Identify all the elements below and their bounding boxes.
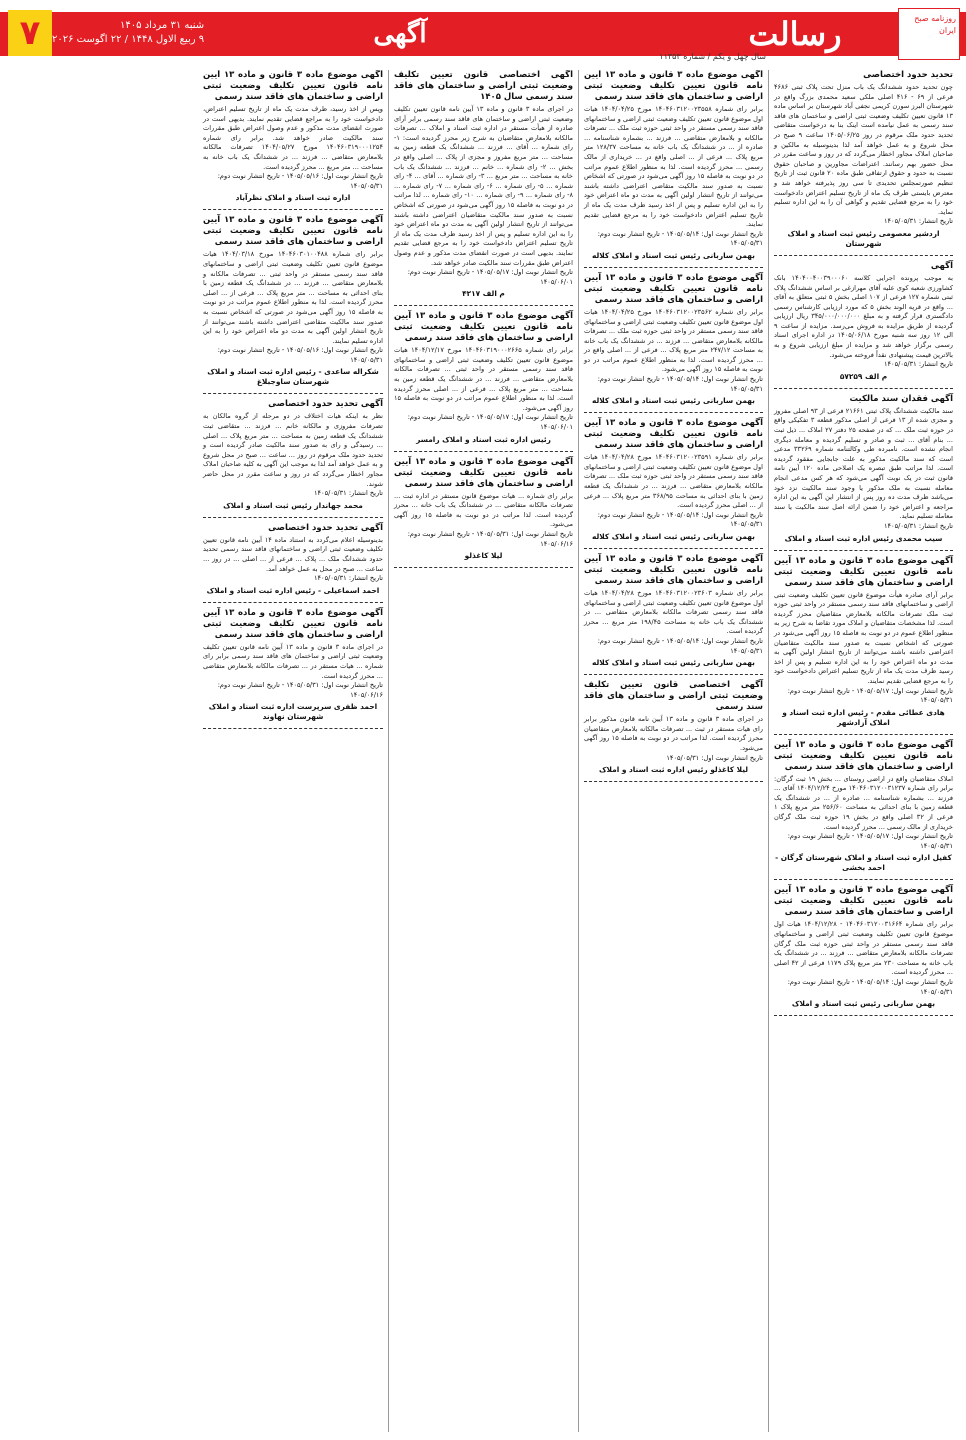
ad-date: تاریخ انتشار نوبت اول: ۱۴۰۵/۰۵/۱۴ - تاریخ انتشار نوبت دوم: ۱۴۰۵/۰۵/۳۱ <box>597 510 763 529</box>
classified-ad <box>774 556 953 728</box>
classified-ad <box>394 457 573 562</box>
ad-date: تاریخ انتشار نوبت اول: ۱۴۰۵/۰۵/۱۷ - تاریخ انتشار نوبت دوم: ۱۴۰۵/۰۶/۰۱ <box>407 268 573 286</box>
ad-date: تاریخ انتشار نوبت اول: ۱۴۰۵/۰۵/۱۷ - تاریخ انتشار نوبت دوم: ۱۴۰۵/۰۵/۳۱ <box>787 686 953 705</box>
ad-body: به موجب پرونده اجرایی کلاسه ۱۴۰۴۰۰۴۰۰۳۹۰۰۰۶۰ بانک کشاورزی شعبه کوی علیه آقای مهرازغی بر اساس ششدانگ پلاک ثبتی شماره ۱۲۷ فرعی از ۱۰۷ اصلی بخش ۵ ثبتی متعلق به آقای ... واقع در قریه الوند بخش ۵ که مورد ارزیابی کارشناس رسمی دادگستری قرار گرفته و به مبلغ ۳۴۵/۰۰۰/۰۰۰/۰۰۰ ریال ارزیابی گردیده از طریق مزایده به فروش می‌رسد. مزایده از ساعت ۹ الی ۱۲ روز سه شنبه مورخ ۱۴۰۵/۰۶/۱۸ در اداره اجرای اسناد رسمی برگزار خواهد شد و مزایده از مبلغ ارزیابی شروع و به بالاترین قیمت پیشنهادی نقداً فروخته می‌شود. <box>774 273 954 359</box>
ad-date: تاریخ انتشار: ۱۴۰۵/۰۵/۳۱ <box>883 521 953 530</box>
ad-divider <box>203 602 383 603</box>
ad-body: وپس از اخذ رسید، ظرف مدت یک ماه از تاریخ تسلیم اعتراض، دادخواست خود را به مراجع قضایی تقدیم نمایند. بدیهی است در صورت انقضای مدت مذکور و عدم وصول اعتراض طبق مقررات سند مالکیت صادر خواهد شد. برابر رای شماره ۱۴۰۴۶۰۳۱۹۰۰۰۱۲۵۴ مورخ ۱۴۰۴/۰۵/۲۷ تصرفات مالکانه بلامعارض متقاضی ... فرزند ... در ششدانگ یک باب خانه به مساحت ... متر مربع ... محرز گردیده است. <box>203 105 384 171</box>
ad-divider <box>394 305 573 306</box>
ad-signature: احمد ظفری سرپرست اداره ثبت اسناد و املاک شهرستان نهاوند <box>208 702 378 722</box>
ad-signature: اداره ثبت اسناد و املاک نظرآباد <box>235 193 351 203</box>
ad-title: آگهی موضوع ماده ۳ قانون و ماده ۱۳ آیین نامه قانون تعیین تکلیف وضعیت ثبتی اراضی و ساختمان های فاقد سند رسمی <box>203 70 383 102</box>
issue-info: سال چهل و یکم / شماره ۱۱۳۵۳ <box>659 52 766 61</box>
classified-ad <box>203 70 383 203</box>
classified-ad <box>394 70 573 299</box>
ad-date: تاریخ انتشار نوبت اول: ۱۴۰۵/۰۵/۳۱ <box>666 753 763 762</box>
ad-body: در اجرای ماده ۳ قانون و ماده ۱۳ آیین نامه قانون تعیین تکلیف وضعیت ثبتی اراضی و ساختمان های فاقد سند رسمی برابر آرای صادره از هیأت مستقر در اداره ثبت اسناد و املاک ... تصرفات مالکانه بلامعارض متقاضیان به شرح زیر محرز گردیده است: ۱- رای شماره ... آقای ... فرزند ... ششدانگ یک قطعه زمین به مساحت ... متر مربع مفروز و مجزی از پلاک ... اصلی واقع در بخش ... ۲- رای شماره ... خانم ... فرزند ... ششدانگ یک باب خانه به مساحت ... متر مربع ... ۳- رای شماره ... آقای ... ۴- رای شماره ... ۵- رای شماره ... ۶- رای شماره ... ۷- رای شماره ... ۸- رای شماره ... ۹- رای شماره ... ۱۰- رای شماره ... لذا مراتب در دو نوبت به فاصله ۱۵ روز آگهی می‌شود در صورتی که اشخاص نسبت به صدور سند مالکیت متقاضیان اعتراضی داشته باشند می‌توانند از تاریخ انتشار اولین آگهی به مدت دو ماه اعتراض خود را به این اداره تسلیم و پس از اخذ رسید ظرف مدت یک ماه از تاریخ تسلیم اعتراض دادخواست خود را به مرجع قضایی تقدیم نمایند. بدیهی است در صورت انقضای مدت مذکور و عدم وصول اعتراض طبق مقررات سند مالکیت صادر خواهد شد. <box>394 105 574 267</box>
ad-signature: م الف ۵۷۲۵۹ <box>839 371 888 381</box>
ad-columns <box>8 70 958 1432</box>
classified-ad <box>584 273 763 406</box>
ad-title: آگهی اختصاصی قانون تعیین تکلیف وضعیت ثبتی اراضی و ساختمان های فاقد سند رسمی <box>584 680 763 713</box>
ad-divider <box>584 781 763 782</box>
ad-divider <box>774 1015 953 1016</box>
ad-divider <box>203 728 383 729</box>
ad-divider <box>203 393 383 394</box>
classified-ad <box>203 523 383 596</box>
ad-date: تاریخ انتشار: ۱۴۰۵/۰۵/۳۱ <box>883 360 953 369</box>
classified-ad <box>774 740 953 874</box>
ad-body: برابر رای شماره ... هیات موضوع قانون مستقر در اداره ثبت ... تصرفات مالکانه متقاضی ... در ششدانگ یک باب خانه ... محرز گردیده است. لذا مراتب در دو نوبت به فاصله ۱۵ روز آگهی می‌شود. <box>394 491 573 529</box>
ad-signature: بهمن ساربانی رئیس ثبت اسناد و املاک کلاله <box>592 658 755 668</box>
classified-ad <box>394 311 573 444</box>
ad-title: آگهی موضوع ماده ۳ قانون و ماده ۱۳ آیین نامه قانون تعیین تکلیف وضعیت ثبتی اراضی و ساختمان های فاقد سند رسمی <box>203 607 383 640</box>
ad-title: آگهی موضوع ماده ۳ قانون و ماده ۱۳ آیین نامه قانون تعیین تکلیف وضعیت ثبتی اراضی و ساختمان های فاقد سند رسمی <box>584 70 763 102</box>
ad-title: آگهی تحدید حدود اختصاصی <box>268 522 383 533</box>
ad-body: برابر رای شماره ۱۴۰۴۶۰۳۰۱۰۰۴۸۸ مورخ ۱۴۰۴/۰۳/۱۸ هیات موضوع قانون تعیین تکلیف وضعیت ثبتی اراضی و ساختمانهای فاقد سند رسمی مستقر در واحد ثبتی ... تصرفات مالکانه و بلامعارض متقاضی ... فرزند ... در ششدانگ یک قطعه زمین با بنای احداثی به مساحت ... متر مربع پلاک ... فرعی از ... اصلی محرز گردیده است. لذا به منظور اطلاع عموم مراتب در دو نوبت به فاصله ۱۵ روز آگهی می‌شود در صورتی که اشخاص نسبت به صدور سند مالکیت متقاضی اعتراضی داشته باشند می‌توانند از تاریخ انتشار اولین آگهی به مدت دو ماه اعتراض خود را به این اداره تسلیم نمایند. <box>203 250 384 345</box>
ad-signature: م الف ۴۲۱۷ <box>462 289 505 299</box>
ad-title: آگهی تحدید حدود اختصاصی <box>268 399 383 410</box>
ad-date: تاریخ انتشار: ۱۴۰۵/۰۵/۳۱ <box>883 217 953 226</box>
ad-divider <box>774 734 953 735</box>
ad-date: تاریخ انتشار نوبت اول: ۱۴۰۵/۰۵/۱۴ - تاریخ انتشار نوبت دوم: ۱۴۰۵/۰۵/۳۱ <box>597 229 763 248</box>
ad-divider <box>774 388 953 389</box>
ad-title: آگهی موضوع ماده ۳ قانون و ماده ۱۳ آیین نامه قانون تعیین تکلیف وضعیت ثبتی اراضی و ساختمان های فاقد سند رسمی <box>394 456 573 489</box>
date-line-other: ۹ ربیع الاول ۱۴۴۸ / ۲۲ اگوست ۲۰۲۶ <box>52 34 205 45</box>
ad-title: آگهی فقدان سند مالکیت <box>849 393 953 404</box>
ad-body: برابر رای شماره ۱۴۰۴۶۰۳۱۲۰۰۲۳۵۹۱ مورخ ۱۴۰۴/۰۴/۲۸ هیات اول موضوع قانون تعیین تکلیف وضعیت ثبتی اراضی و ساختمانهای فاقد سند رسمی مستقر در واحد ثبتی حوزه ثبت ملک ... تصرفات مالکانه بلامعارض متقاضی ... فرزند ... در ششدانگ یک قطعه زمین با بنای احداثی به مساحت ۳۶۸/۹۵ متر مربع پلاک ... فرعی از ... اصلی محرز گردیده است. <box>584 453 764 510</box>
ad-date: تاریخ انتشار نوبت اول: ۱۴۰۵/۰۵/۱۶ - تاریخ انتشار نوبت دوم: ۱۴۰۵/۰۵/۳۱ <box>217 346 383 364</box>
ad-date: تاریخ انتشار نوبت اول: ۱۴۰۵/۰۵/۱۴ - تاریخ انتشار نوبت دوم: ۱۴۰۵/۰۵/۳۱ <box>597 636 763 655</box>
ad-body: برابر رای شماره ۱۴۰۴۶۰۳۱۲۰۰۲۳۵۶۲ مورخ ۱۴۰۴/۰۴/۲۵ هیات اول موضوع قانون تعیین تکلیف وضعیت ثبتی اراضی و ساختمانهای فاقد سند رسمی مستقر در واحد ثبتی حوزه ثبت ملک ... تصرفات مالکانه بلامعارض متقاضی ... فرزند ... در ششدانگ یک باب خانه به مساحت ۲۴۷/۱۲ متر مربع پلاک ... فرعی از ... اصلی واقع در ... محرز گردیده است. لذا به منظور اطلاع عموم مراتب در دو نوبت به فاصله ۱۵ روز آگهی می‌شود. <box>584 307 764 374</box>
issue-date <box>52 19 212 47</box>
ad-divider <box>584 548 763 549</box>
classified-ad <box>203 215 383 387</box>
ad-signature: سیب محمدی رئیس اداره ثبت اسناد و املاک <box>784 533 943 543</box>
ad-title: آگهی موضوع ماده ۳ قانون و ماده ۱۳ آیین نامه قانون تعیین تکلیف وضعیت ثبتی اراضی و ساختمان های فاقد سند رسمی <box>394 311 573 344</box>
ad-signature: کفیل اداره ثبت اسناد و املاک شهرستان گرگان - احمد بخشی <box>775 853 952 873</box>
ad-divider <box>584 412 763 413</box>
section-title: آگهی <box>373 19 427 49</box>
classified-ad <box>203 608 383 723</box>
ad-signature: بهمن ساربانی رئیس ثبت اسناد و املاک کلاله <box>592 250 755 260</box>
ad-signature: بهمن ساربانی رئیس ثبت اسناد و املاک کلاله <box>592 532 755 541</box>
column-2 <box>578 70 768 1432</box>
ad-body: برابر رای شماره ۱۴۰۴۶۰۳۱۲۰۰۳۱۶۶۴ - ۱۴۰۴/۱۲/۲۸ هیات اول موضوع قانون تعیین تکلیف وضعیت ثبتی اراضی و ساختمانهای فاقد سند رسمی مستقر در واحد ثبتی حوزه ثبت ملک گرگان تصرفات مالکانه بلامعارض متقاضی ... فرزند ... در ششدانگ یک باب خانه به مساحت ۲۳۰ متر مربع پلاک ۱۱۷۹ فرعی از ۴۲ اصلی ... محرز گردیده است. <box>774 920 953 977</box>
ad-signature: هادی عطائی مقدم - رئیس اداره ثبت اسناد و املاک آزادشهر <box>782 707 945 727</box>
ad-divider <box>203 209 383 210</box>
ad-date: تاریخ انتشار نوبت اول: ۱۴۰۵/۰۵/۱۴ - تاریخ انتشار نوبت دوم: ۱۴۰۵/۰۵/۳۱ <box>787 978 953 996</box>
ad-date: تاریخ انتشار نوبت اول: ۱۴۰۵/۰۵/۳۱ - تاریخ انتشار نوبت دوم: ۱۴۰۵/۰۶/۱۶ <box>407 530 573 548</box>
date-line-persian: شنبه ۳۱ مرداد ۱۴۰۵ <box>120 20 205 31</box>
ad-date: تاریخ انتشار: ۱۴۰۵/۰۵/۳۱ <box>313 574 383 583</box>
ad-title: آگهی اختصاصی قانون تعیین تکلیف وضعیت ثبتی اراضی و ساختمان های فاقد سند رسمی سال ۱۴۰۵ <box>394 70 573 102</box>
classified-ad <box>584 680 763 775</box>
ad-divider <box>774 255 953 256</box>
ad-title: تحدید حدود اختصاصی <box>863 70 953 80</box>
ad-body: در اجرای ماده ۳ قانون و ماده ۱۳ آیین نامه قانون مذکور برابر رای هیات مستقر در ثبت ... تصرفات مالکانه بلامعارض متقاضیان محرز گردیده است. لذا مراتب در دو نوبت به فاصله ۱۵ روز آگهی می‌شود. <box>584 715 763 752</box>
ad-title: آگهی موضوع ماده ۳ قانون و ماده ۱۳ آیین نامه قانون تعیین تکلیف وضعیت ثبتی اراضی و ساختمان های فاقد سند رسمی <box>774 555 953 588</box>
ad-divider <box>394 451 573 452</box>
classified-ad <box>774 885 953 1009</box>
ad-date: تاریخ انتشار نوبت اول: ۱۴۰۵/۰۵/۱۶ - تاریخ انتشار نوبت دوم: ۱۴۰۵/۰۵/۳۱ <box>217 172 383 190</box>
ad-body: برابر رای شماره ۱۴۰۴۶۰۳۱۲۰۰۲۳۶۰۳ مورخ ۱۴۰۴/۰۴/۲۸ هیات اول موضوع قانون تعیین تکلیف وضعیت ثبتی اراضی و ساختمانهای فاقد سند رسمی تصرفات مالکانه بلامعارض متقاضی ... در ششدانگ یک باب خانه به مساحت ۱۹۸/۴۵ متر مربع ... محرز گردیده است. <box>584 589 764 636</box>
ad-signature: بهمن ساربانی رئیس ثبت اسناد و املاک <box>791 999 936 1009</box>
classified-ad <box>584 70 763 261</box>
ad-date: تاریخ انتشار نوبت اول: ۱۴۰۵/۰۵/۳۱ - تاریخ انتشار نوبت دوم: ۱۴۰۵/۰۶/۱۶ <box>217 681 383 699</box>
ad-signature: لیلا کاغذلو <box>464 551 503 561</box>
ad-title: آگهی موضوع ماده ۳ قانون و ماده ۱۳ آیین نامه قانون تعیین تکلیف وضعیت ثبتی اراضی و ساختمان های فاقد سند رسمی <box>584 418 763 451</box>
ad-body: نظر به اینکه هیات اختلاف در دو مرحله از گروه مالکان به تصرفات مفروزی و مالکانه خانم ... فرزند ... متقاضی ثبت ششدانگ یک قطعه زمین به مساحت ... متر مربع پلاک ... اصلی ... رسیدگی و رای به صدور سند مالکیت صادر گردیده است و تحدید حدود ملک مرقوم در روز ... ساعت ... صبح در محل شروع و به عمل خواهد آمد لذا به موجب این آگهی به کلیه صاحبان املاک مجاور اخطار می‌گردد که در روز و ساعت مقرر در محل حاضر شوند. <box>203 412 383 488</box>
ad-date: تاریخ انتشار نوبت اول: ۱۴۰۵/۰۵/۱۷ - تاریخ انتشار نوبت دوم: ۱۴۰۵/۰۶/۰۱ <box>407 413 573 432</box>
ad-body: املاک متقاضیان واقع در اراضی روستای ... بخش ۱۹ ثبت گرگان: برابر رای شماره ۱۴۰۴۶۰۳۱۲۰۰۳۱۲۳۷ مورخ ۱۴۰۴/۱۲/۲۴ آقای ... فرزند ... بشماره شناسنامه ... صادره از ... در ششدانگ یک قطعه زمین با بنای احداثی به مساحت ۲۵۶/۶۰ متر مربع پلاک ۱ فرعی از ۳۲ اصلی واقع در بخش ۱۹ حوزه ثبت ملک گرگان خریداری از مالک رسمی ... محرز گردیده است. <box>774 774 954 831</box>
ad-title: آگهی موضوع ماده ۳ قانون و ماده ۱۳ آیین نامه قانون تعیین تکلیف وضعیت ثبتی اراضی و ساختمان های فاقد سند رسمی <box>584 554 763 586</box>
ad-body: سند مالکیت ششدانگ پلاک ثبتی ۲۱۶۶۱ فرعی از ۹۳ اصلی مفروز و مجزی شده از ۱۳ فرعی از اصلی مذکور قطعه ۳ تفکیکی واقع در حوزه ثبت ملک ... که در صفحه ۲۵ دفتر ۲۷ املاک ... ذیل ثبت ... بنام آقای ... ثبت و صادر و تسلیم گردیده و معامله دیگری انجام نشده است. نامبرده طی وکالتنامه شماره ۳۳۲۶۹ مدعی است که سند مالکیت مذکور به علت جابجایی مفقود گردیده است. لذا مراتب طبق تبصره یک اصلاحی ماده ۱۲۰ آیین نامه قانون ثبت در یک نوبت آگهی می‌شود که هر کس مدعی انجام معامله نسبت به ملک مذکور یا وجود سند مالکیت نزد خود می‌باشد ظرف مدت ده روز پس از انتشار این آگهی به این اداره مراجعه و اعتراض خود را ضمن ارائه اصل سند مالکیت یا سند معامله تسلیم نماید. <box>774 406 954 521</box>
column-4 <box>198 70 388 1432</box>
ad-signature: محمد جهانداز رئیس ثبت اسناد و املاک <box>223 500 363 510</box>
classified-ad <box>774 394 953 544</box>
ad-title: آگهی موضوع ماده ۳ قانون و ماده ۱۳ آیین نامه قانون تعیین تکلیف وضعیت ثبتی اراضی و ساختمان های فاقد سند رسمی <box>203 215 383 248</box>
classified-ad <box>584 418 763 542</box>
ad-body: در اجرای ماده ۳ قانون و ماده ۱۳ آیین نامه قانون تعیین تکلیف وضعیت ثبتی اراضی و ساختمان های فاقد سند رسمی برابر رای شماره ... هیات مستقر در ... تصرفات مالکانه بلامعارض متقاضی ... محرز گردیده است. <box>203 642 383 680</box>
classified-ad <box>584 554 763 668</box>
header-date-block <box>8 8 308 58</box>
newspaper-logo: رسالت <box>748 15 842 53</box>
ad-date: تاریخ انتشار نوبت اول: ۱۴۰۵/۰۵/۱۷ - تاریخ انتشار نوبت دوم: ۱۴۰۵/۰۵/۳۱ <box>787 832 953 850</box>
column-1 <box>768 70 958 1432</box>
page-header <box>0 0 966 66</box>
ad-signature: شکراله ساعدی - رئیس اداره ثبت اسناد و املاک شهرستان ساوجبلاغ <box>207 367 379 387</box>
ad-signature: اردشیر معصومی رئیس ثبت اسناد و املاک شهرستان <box>787 228 940 248</box>
ad-body: برابر رای شماره ۱۴۰۴۶۰۳۱۲۰۰۲۳۵۵۸ مورخ ۱۴۰۴/۰۴/۲۵ هیات اول موضوع قانون تعیین تکلیف وضعیت ثبتی اراضی و ساختمانهای فاقد سند رسمی مستقر در واحد ثبتی حوزه ثبت ملک ... تصرفات مالکانه و بلامعارض متقاضی ... فرزند ... بشماره شناسنامه ... صادره از ... در ششدانگ یک باب خانه به مساحت ۱۲۸/۳۷ متر مربع پلاک ... فرعی از ... اصلی واقع در ... خریداری از مالک رسمی ... محرز گردیده است. لذا به منظور اطلاع عموم مراتب در دو نوبت به فاصله ۱۵ روز آگهی می‌شود در صورتی که اشخاص نسبت به صدور سند مالکیت متقاضی اعتراضی داشته باشند می‌توانند از تاریخ انتشار اولین آگهی به مدت دو ماه اعتراض خود را به این اداره تسلیم و پس از اخذ رسید ظرف مدت یک ماه از تاریخ تسلیم اعتراض دادخواست خود را به مرجع قضایی تقدیم نمایند. <box>584 105 764 229</box>
ad-signature: احمد اسماعیلی - رئیس اداره ثبت اسناد و املاک <box>206 585 380 595</box>
ad-body: برابر رای شماره ۱۴۰۴۶۰۳۱۹۰۰۰۲۶۶۵ مورخ ۱۴۰۴/۱۲/۱۷ هیات موضوع قانون تعیین تکلیف وضعیت ثبتی اراضی و ساختمانهای فاقد سند رسمی مستقر در واحد ثبتی ... تصرفات مالکانه بلامعارض متقاضی ... فرزند ... در ششدانگ یک قطعه زمین به مساحت ... متر مربع پلاک ... فرعی از ... اصلی محرز گردیده است. لذا به منظور اطلاع عموم مراتب در دو نوبت به فاصله ۱۵ روز آگهی می‌شود. <box>394 346 574 412</box>
ad-body: بدینوسیله اعلام می‌گردد به استناد ماده ۱۴ آیین نامه قانون تعیین تکلیف وضعیت ثبتی اراضی و ساختمانهای فاقد سند رسمی تحدید حدود ششدانگ ملک ... پلاک ... فرعی از ... اصلی ... در روز ... ساعت ... صبح در محل به عمل خواهد آمد. <box>203 535 383 573</box>
ad-title: آگهی موضوع ماده ۳ قانون و ماده ۱۳ آیین نامه قانون تعیین تکلیف وضعیت ثبتی اراضی و ساختمان های فاقد سند رسمی <box>774 739 953 772</box>
page-number: ۷ <box>8 10 52 56</box>
ad-date: تاریخ انتشار نوبت اول: ۱۴۰۵/۰۵/۱۴ - تاریخ انتشار نوبت دوم: ۱۴۰۵/۰۵/۳۱ <box>597 375 763 393</box>
classified-ad <box>774 70 953 249</box>
ad-signature: رئیس اداره ثبت اسناد و املاک رامسر <box>416 434 551 444</box>
ad-title: آگهی موضوع ماده ۳ قانون و ماده ۱۳ آیین نامه قانون تعیین تکلیف وضعیت ثبتی اراضی و ساختمان های فاقد سند رسمی <box>774 885 953 918</box>
ad-date: تاریخ انتشار: ۱۴۰۵/۰۵/۳۱ <box>313 489 383 498</box>
ad-divider <box>203 517 383 518</box>
ad-divider <box>394 567 573 568</box>
ad-body: برابر آرای صادره هیأت موضوع قانون تعیین تکلیف وضعیت ثبتی اراضی و ساختمانهای فاقد سند رسمی مستقر در واحد ثبتی حوزه ثبت ملک تصرفات مالکانه بلامعارض متقاضیان محرز گردیده است. لذا مشخصات متقاضیان و املاک مورد تقاضا به شرح زیر به منظور اطلاع عموم در دو نوبت به فاصله ۱۵ روز آگهی می‌شود در صورتی که اشخاص نسبت به صدور سند مالکیت متقاضیان اعتراضی داشته باشند می‌توانند از تاریخ انتشار اولین آگهی به مدت دو ماه اعتراض خود را به این اداره تسلیم و پس از اخذ رسید ظرف مدت یک ماه از تاریخ تسلیم اعتراض دادخواست خود را به مرجع قضایی تقدیم نمایند. <box>774 590 953 685</box>
masthead-tagline: روزنامه صبح ایران <box>898 8 960 60</box>
ad-divider <box>584 267 763 268</box>
ad-divider <box>774 879 953 880</box>
ad-signature: لیلا کاغذلو رئیس اداره ثبت اسناد و املاک <box>598 765 749 775</box>
classified-ad <box>203 399 383 510</box>
column-3 <box>388 70 578 1432</box>
ad-title: آگهی <box>930 260 953 271</box>
ad-divider <box>774 550 953 551</box>
ad-signature: بهمن ساربانی رئیس ثبت اسناد و املاک کلاله <box>592 396 755 406</box>
ad-title: آگهی موضوع ماده ۳ قانون و ماده ۱۳ آیین نامه قانون تعیین تکلیف وضعیت ثبتی اراضی و ساختمان های فاقد سند رسمی <box>584 272 763 305</box>
ad-divider <box>584 674 763 675</box>
ad-body: چون تحدید حدود ششدانگ یک باب منزل تحت پلاک ثبتی ۴۶۸۶ فرعی از ۶۹ - ۴۱۶ اصلی ملکی سعید محمدی بزرگ واقع در شهرستان البرز سورن کریمی نجفی آباد شهرستان بر اساس ماده ۱۳ قانون تعیین تکلیف وضعیت ثبتی اراضی و ساختمان های فاقد سند رسمی به عمل نیامده است اینک بنا به درخواست متقاضی تحدید حدود ملک مرقوم در روز ۱۴۰۵/۰۶/۲۵ ساعت ۹ صبح در محل شروع و به عمل خواهد آمد لذا بدینوسیله به مالکین و صاحبان املاک مجاور اخطار می‌گردد که در روز و ساعت مقرر در محل حضور بهم رسانند. اعتراضات مجاورین و صاحبان حقوق نسبت به حدود و حقوق ارتفاقی طبق ماده ۲۰ قانون ثبت از تاریخ تنظیم صورتمجلس تحدیدی تا سی روز پذیرفته خواهد شد و معترض بایستی ظرف یک ماه از تاریخ تسلیم اعتراض دادخواست خود را به مرجع قضایی تقدیم و گواهی آن را به این اداره تسلیم نماید. <box>774 83 953 216</box>
classified-ad <box>774 261 953 382</box>
